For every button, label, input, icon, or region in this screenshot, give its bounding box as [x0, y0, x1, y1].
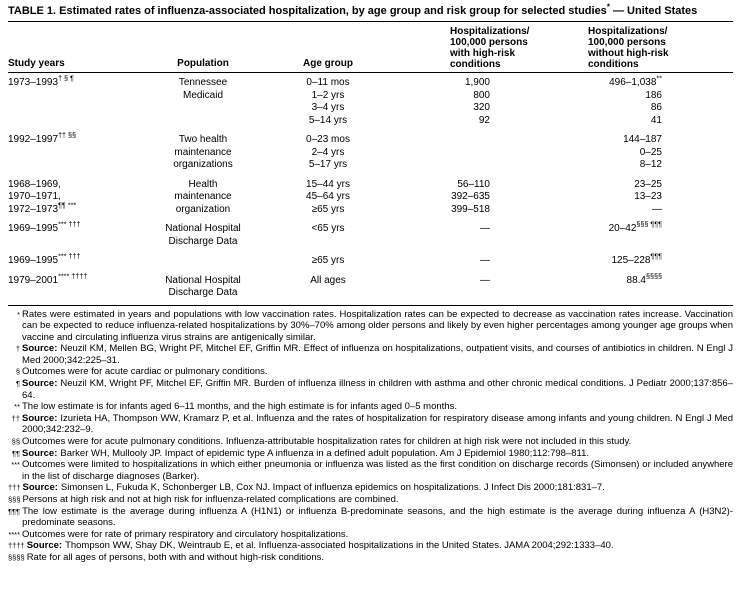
table-row: [8, 102, 733, 115]
footnote-marker: §§: [11, 437, 20, 447]
footnote-text: Source: Barker WH, Mullooly JP. Impact of epidemic type A influenza in a defined adult population. Am J Epidemiol 1980;112:798–811.: [22, 447, 589, 459]
cell-study-years: [8, 102, 133, 115]
cell-rate-without-high-risk: 144–187: [623, 134, 662, 145]
footnote: [8, 529, 733, 541]
cell-population: Two health: [178, 134, 228, 145]
footnote-marker: †: [15, 344, 20, 354]
table-row: [8, 159, 733, 172]
cell-rate-without-high-risk: 0–25: [639, 146, 662, 158]
cell-population: [133, 102, 273, 115]
footnote-text: Outcomes were for rate of primary respiratory and circulatory hospitalizations.: [22, 528, 349, 540]
footnote: [8, 309, 733, 344]
footnote-marker: ††††: [8, 541, 25, 551]
table-row: [8, 73, 733, 90]
cell-age-group: ≥65 yrs: [311, 203, 345, 215]
footnote-marker: §§§: [8, 495, 21, 504]
cell-rate-high-risk: [383, 287, 543, 300]
cell-rate-high-risk: 56–110: [457, 178, 490, 190]
cell-rate-high-risk: 1,900: [464, 77, 490, 88]
cell-rate-without-high-risk: 8–12: [639, 159, 662, 170]
cell-rate-without-high-risk: 20–42§§§ ¶¶¶: [608, 219, 662, 234]
cell-age-group: 0–11 mos: [306, 77, 350, 88]
footnote-text: Source: Izurieta HA, Thompson WW, Kramarz P, et al. Influenza and the rates of hospitalization for respiratory disease among infants and young children. N Engl J Med 2000;342:232–9.: [22, 412, 733, 436]
cell-study-years: 1970–1971,: [8, 191, 61, 202]
cell-rate-high-risk: 800: [473, 89, 490, 101]
cell-study-years: 1973–1993† § ¶: [8, 73, 74, 88]
table-title: TABLE 1. Estimated rates of influenza-associated hospitalization, by age group and risk group for selected studies* — United States: [8, 2, 698, 17]
cell-age-group: 15–44 yrs: [306, 178, 350, 190]
table-row: [8, 236, 733, 249]
footnote-text: Persons at high risk and not at high risk for influenza-related complications are combined.: [22, 494, 399, 505]
footnote-text: Outcomes were limited to hospitalizations in which either pneumonia or influenza was listed as the first condition on discharge records (Simonsen) or included anywhere in the list of discharge diagnoses (Barker).: [22, 459, 733, 482]
cell-population: [133, 115, 273, 128]
cell-study-years: 1968–1969,: [8, 178, 61, 190]
cell-rate-without-high-risk: 496–1,038**: [609, 73, 662, 88]
cell-study-years: [8, 147, 133, 160]
footnote: [8, 436, 733, 448]
table-row: [8, 179, 733, 192]
footnotes-section: [8, 306, 733, 564]
footnote-marker: †††: [8, 483, 21, 493]
footnote-text: The low estimate is the average during influenza A (H1N1) or influenza B-predominate seasons, and the high estimate is the average during influenza A (H3N2)-predominate seasons.: [22, 505, 733, 529]
cell-rate-without-high-risk: [543, 236, 733, 249]
footnote-text: Rate for all ages of persons, both with and without high-risk conditions.: [26, 551, 324, 563]
cell-study-years: 1992–1997†† §§: [8, 130, 77, 145]
footnote-marker: §§§§: [8, 552, 25, 562]
cell-rate-high-risk: 92: [478, 114, 490, 126]
footnote: [8, 506, 733, 529]
table-row: [8, 200, 733, 217]
table-row: [8, 219, 733, 236]
footnote-text: Source: Simonsen L, Fukuda K, Schonberger LB, Cox NJ. Impact of influenza epidemics on hospitalizations. J Infect Dis 2000;181:831–7.: [22, 482, 605, 494]
cell-age-group: 2–4 yrs: [311, 146, 345, 158]
table-row: [8, 130, 733, 147]
column-header-high-risk: Hospitalizations/ 100,000 persons with high-risk conditions: [450, 26, 530, 70]
cell-rate-high-risk: [383, 236, 543, 249]
footnote: [8, 459, 733, 482]
footnote-text: Source: Neuzil KM, Wright PF, Mitchel EF, Griffin MR. Burden of influenza illness in children with asthma and other chronic medical conditions. J Pediatr 2000;137:856–64.: [22, 378, 733, 401]
column-header-study-years: Study years: [8, 58, 65, 69]
cell-rate-high-risk: [383, 147, 543, 160]
footnote-marker: **: [14, 402, 20, 412]
cell-population: Health: [188, 178, 218, 190]
footnote-text: Outcomes were for acute pulmonary conditions. Influenza-attributable hospitalization rates for children at high risk were not included in this study.: [22, 436, 632, 448]
footnote-marker: ***: [11, 460, 20, 470]
cell-study-years: [8, 115, 133, 128]
table-row: [8, 115, 733, 128]
footnote-text: Outcomes were for acute cardiac or pulmonary conditions.: [22, 366, 268, 378]
column-header-age-group: Age group: [303, 58, 353, 69]
cell-rate-high-risk: [383, 159, 543, 172]
table-row: [8, 287, 733, 300]
cell-rate-without-high-risk: —: [652, 203, 662, 215]
cell-age-group: [273, 287, 383, 300]
footnote-marker: §: [15, 367, 20, 377]
footnote-marker: ¶¶¶: [8, 506, 21, 516]
table-body: [8, 73, 733, 305]
footnote-text: The low estimate is for infants aged 6–11 months, and the high estimate is for infants aged 0–5 months.: [22, 401, 457, 413]
cell-age-group: 0–23 mos: [306, 134, 350, 145]
cell-population: maintenance: [174, 146, 232, 158]
cell-population: National Hospital: [165, 223, 241, 234]
cell-population: National Hospital: [165, 274, 241, 286]
cell-study-years: [8, 236, 133, 249]
cell-study-years: [8, 159, 133, 172]
cell-rate-high-risk: —: [480, 274, 490, 286]
cell-rate-without-high-risk: 41: [650, 114, 662, 126]
cell-rate-without-high-risk: 88.4§§§§: [626, 271, 662, 286]
cell-population: Discharge Data: [168, 235, 238, 247]
footnote: [8, 343, 733, 366]
cell-age-group: 3–4 yrs: [311, 102, 345, 113]
cell-population: maintenance: [174, 191, 232, 202]
cell-study-years: [8, 287, 133, 300]
cell-rate-high-risk: 399–518: [451, 203, 490, 215]
footnote-marker: ††: [11, 413, 20, 423]
cell-rate-high-risk: —: [480, 255, 490, 266]
footnote: [8, 540, 733, 552]
cell-study-years: 1969–1995*** †††: [8, 251, 81, 266]
cell-rate-without-high-risk: 13–23: [634, 191, 662, 202]
cell-population: Medicaid: [182, 89, 224, 101]
cell-age-group: [273, 236, 383, 249]
cell-rate-without-high-risk: 186: [645, 89, 662, 101]
cell-age-group: All ages: [310, 274, 346, 286]
footnote-marker: ¶: [15, 379, 20, 389]
footnote: [8, 378, 733, 401]
cell-rate-without-high-risk: 23–25: [634, 178, 662, 190]
cell-rate-high-risk: [383, 134, 543, 147]
cell-population: organization: [175, 203, 231, 215]
footnote: [8, 401, 733, 413]
footnote: [8, 552, 733, 564]
footnote: [8, 413, 733, 436]
cell-rate-without-high-risk: 86: [650, 102, 662, 113]
footnote: [8, 494, 733, 506]
cell-population: [133, 255, 273, 268]
cell-age-group: 5–14 yrs: [308, 114, 348, 126]
footnote: [8, 366, 733, 378]
footnote-marker: ¶¶: [11, 448, 20, 458]
table-row: [8, 147, 733, 160]
table-row: [8, 90, 733, 103]
cell-age-group: 5–17 yrs: [308, 159, 348, 170]
cell-rate-high-risk: 320: [473, 102, 490, 113]
footnote-marker: *: [17, 309, 20, 319]
cell-rate-without-high-risk: [543, 287, 733, 300]
cell-rate-high-risk: 392–635: [451, 191, 490, 202]
footnote-text: Source: Thompson WW, Shay DK, Weintraub E, et al. Influenza-associated hospitalizations in the United States. JAMA 2004;292:1333–40.: [26, 540, 614, 552]
table-row: [8, 251, 733, 268]
cell-rate-high-risk: —: [480, 223, 490, 234]
cell-study-years: 1979–2001**** ††††: [8, 271, 88, 286]
footnote-text: Source: Neuzil KM, Mellen BG, Wright PF, Mitchel EF, Griffin MR. Effect of influenza on hospitalizations, outpatient visits, and courses of antibiotics in children. N Engl J Med 2000;342:225–31.: [22, 343, 733, 366]
cell-population: Tennessee: [178, 77, 228, 88]
cell-population: Discharge Data: [168, 287, 238, 298]
column-header-without-high-risk: Hospitalizations/ 100,000 persons without high-risk conditions: [588, 26, 669, 70]
cell-age-group: <65 yrs: [311, 223, 345, 234]
table-row: [8, 271, 733, 288]
cell-rate-without-high-risk: 125–228¶¶¶: [611, 251, 662, 266]
cell-study-years: [8, 90, 133, 103]
cell-age-group: 1–2 yrs: [311, 89, 345, 101]
table-header-row: [8, 22, 733, 72]
cell-study-years: 1972–1973¶¶ ***: [8, 200, 77, 215]
cell-study-years: 1969–1995*** †††: [8, 219, 81, 234]
footnote: [8, 482, 733, 494]
footnote: [8, 448, 733, 460]
cell-age-group: ≥65 yrs: [311, 255, 345, 266]
table-row: [8, 191, 733, 204]
cell-age-group: 45–64 yrs: [306, 191, 350, 202]
cell-population: organizations: [173, 159, 233, 170]
footnote-text: Rates were estimated in years and populations with low vaccination rates. Hospitalization rates can be expected to decrease as vaccination rates increase. Vaccination can be expected to reduce influenza-related hospitalizations by 30%–70% among older persons and likely by even higher percentages among younger age groups when vaccine and circulating influenza virus strains are antigenically similar.: [22, 308, 733, 343]
footnote-marker: ****: [8, 529, 20, 539]
column-header-population: Population: [177, 58, 229, 69]
